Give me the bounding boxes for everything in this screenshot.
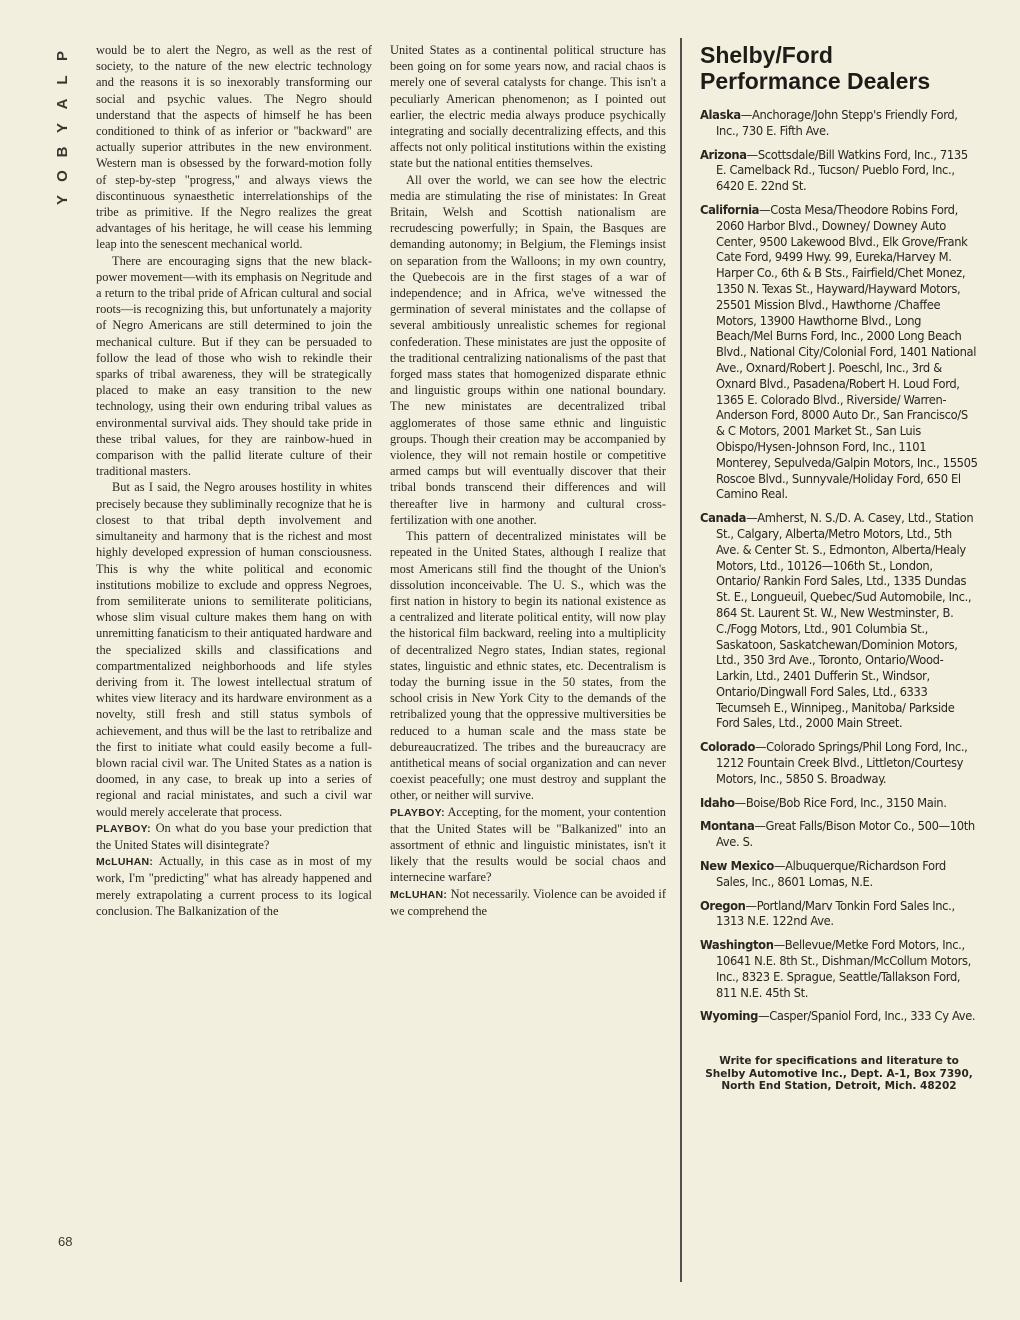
speaker-text: Actually, in this case as in most of my work, I'm "predicting" what has already happened and merely extrapolating a current process to its logical conclusion. The Balkanization of the	[96, 854, 373, 918]
article-column-1	[96, 42, 372, 919]
dealer-entry	[700, 740, 978, 787]
article-paragraph: This pattern of decentralized ministates will be repeated in the United States, although I realize that most Americans still find the thought of the Union's dissolution inconceivable. The U. S., which was the first nation in history to begin its national existence as a centralized and literate political entity, will now play the historical film backward, reeling into a multiplicity of decentralized Negro states, Indian states, regional states, linguistic and ethnic states, etc. Decentralism is today the burning issue in the 50 states, from the school crisis in New York City to the demands of the retribalized young that the oppressive multiversities be reduced to a human scale and the mass state be debureaucratized. The tribes and the bureaucracy are antithetical means of social organization and can never coexist peacefully; one must destroy and supplant the other, or neither will survive.	[390, 529, 666, 803]
dealer-entry	[700, 148, 978, 195]
dealer-details: —Bellevue/Metke Ford Motors, Inc., 10641 N.E. 8th St., Dishman/McCollum Motors, Inc., 8323 E. Sprague, Seattle/Tallakson Ford, 811 N.E. 45th St.	[716, 938, 971, 1001]
dealer-details: —Costa Mesa/Theodore Robins Ford, 2060 Harbor Blvd., Downey/ Downey Auto Center, 9500 Lakewood Blvd., Elk Grove/Frank Cate Ford, 9499 Hwy. 99, Eureka/Harvey M. Harper Co., 6th & B Sts., Fairfield/Chet Monez, 1350 N. Texas St., Hayward/Hayward Motors, 25501 Mission Blvd., Hawthorne /Chaffee Motors, 13900 Hawthorne Blvd., Long Beach/Mel Burns Ford, Inc., 2000 Long Beach Blvd., National City/Colonial Ford, 1401 National Ave., Oxnard/Robert J. Poeschl, Inc., 3rd & Oxnard Blvd., Pasadena/Robert H. Loud Ford, 1365 E. Colorado Blvd., Riverside/ Warren-Anderson Ford, 8000 Auto Dr., San Francisco/S & C Motors, 2001 Market St., San Luis Obispo/Hysen-Johnson Ford, Inc., 1101 Monterey, Sepulveda/Galpin Motors, Inc., 15505 Roscoe Blvd., Sunnyvale/Holiday Ford, 650 El Camino Real.	[716, 202, 978, 503]
dealer-advertisement	[680, 38, 978, 1282]
ad-title-line: Performance Dealers	[700, 68, 931, 94]
dealer-entry	[700, 203, 978, 503]
article-paragraph: United States as a continental political structure has been going on for some years now, and racial chaos is merely one of several catalysts for change. This isn't a peculiarly American phenomenon; as I pointed out earlier, the electric media always produce psychically integrating and socially decentralizing effects, and this affects not only political institutions within the existing state but the national entities themselves.	[390, 43, 666, 171]
dealer-details: —Amherst, N. S./D. A. Casey, Ltd., Station St., Calgary, Alberta/Metro Motors, Ltd., 5th Ave. & Center St. S., Edmonton, Alberta/Healy Motors, Ltd., 10126—106th St., London, Ontario/ Rankin Ford Sales, Ltd., 1335 Dundas St. E., Longueuil, Quebec/Sud Automobile, Inc., 864 St. Laurent St. W., New Westminster, B. C./Fogg Motors, Ltd., 901 Columbia St., Saskatoon, Saskatchewan/Dominion Motors, Ltd., 350 3rd Ave., Toronto, Ontario/Wood-Larkin, Ltd., 2401 Dufferin St., Windsor, Ontario/Dingwall Ford Sales, Ltd., 6333 Tecumseh E., Winnipeg., Manitoba/ Parkside Ford Sales, Ltd., 2000 Main Street.	[716, 511, 974, 732]
masthead-letter: Y	[54, 195, 71, 206]
ad-title	[700, 42, 978, 94]
masthead-letter: Y	[54, 123, 71, 134]
dealer-details: —Scottsdale/Bill Watkins Ford, Inc., 7135 E. Camelback Rd., Tucson/ Pueblo Ford, Inc., 6420 E. 22nd St.	[716, 147, 968, 195]
dealer-entry	[700, 819, 978, 851]
masthead-letter: P	[54, 51, 71, 62]
interview-answer	[390, 886, 666, 919]
dealer-details: —Portland/Marv Tonkin Ford Sales Inc., 1313 N.E. 122nd Ave.	[716, 898, 955, 930]
dealer-state: Colorado	[700, 740, 756, 756]
dealer-state: Alaska	[700, 108, 741, 123]
dealer-entry	[700, 1009, 978, 1025]
dealer-state: Idaho	[700, 795, 735, 811]
masthead-letter: B	[54, 146, 71, 158]
article-paragraph: There are encouraging signs that the new black-power movement—with its emphasis on Negritude and a return to the tribal pride of African cultural and social roots—is recognizing this, but unfortunately a majority of Negro Americans are still determined to join the mechanical culture. But if they can be persuaded to follow the lead of those who wish to rekindle their sparks of tribal awareness, they will be strategically placed to make an easy transition to the new technology, using their own enduring tribal values as environmental survival aids. They should take pride in these tribal values, for they are rainbow-hued in comparison with the pallid literate culture of their traditional masters.	[96, 253, 372, 479]
ad-footer: Write for specifications and literature to Shelby Automotive Inc., Dept. A-1, Box 7390, North End Station, Detroit, Mich. 48202	[705, 1055, 973, 1093]
dealer-entry	[700, 108, 978, 140]
dealer-state: Washington	[700, 938, 774, 954]
dealer-list	[692, 108, 978, 1025]
dealer-details: —Boise/Bob Rice Ford, Inc., 3150 Main.	[734, 795, 947, 811]
dealer-state: Oregon	[700, 898, 746, 914]
dealer-entry	[700, 796, 978, 812]
speaker-label: PLAYBOY:	[96, 822, 151, 835]
speaker-text: On what do you base your prediction that the United States will disintegrate?	[96, 820, 372, 852]
ad-title-line: Shelby/Ford	[700, 42, 833, 68]
article-paragraph: All over the world, we can see how the electric media are stimulating the rise of ministates: In Great Britain, Welsh and Scottish nationalism are recrudescing powerfully; in Spain, the Basques are demanding autonomy; in Belgium, the Flemings insist on separation from the Walloons; in my own country, the Quebecois are in the first stages of a war of independence; and in Africa, we've witnessed the germination of several ministates and the collapse of several ambitiously unrealistic schemes for regional confederation. These ministates are just the opposite of the traditional centralizing nationalisms of the past that forged mass states that homogenized disparate ethnic and linguistic groups within one national boundary. The new ministates are decentralized tribal agglomerates of those same ethnic and linguistic groups. Though their creation may be accompanied by violence, they will not remain hostile or competitive armed camps but will eventually discover that their tribal bonds transcend their differences and will thereafter live in harmony and cultural cross-fertilization with one another.	[390, 172, 666, 527]
dealer-state: California	[700, 202, 760, 218]
magazine-masthead	[52, 44, 74, 212]
dealer-entry	[700, 859, 978, 891]
interview-answer	[96, 853, 372, 919]
speaker-text: Not necessarily. Violence can be avoided if we comprehend the	[390, 886, 666, 918]
page-number: 68	[58, 1234, 73, 1249]
dealer-state: Wyoming	[700, 1009, 759, 1025]
interview-question	[96, 820, 372, 853]
dealer-details: —Colorado Springs/Phil Long Ford, Inc., 1212 Fountain Creek Blvd., Littleton/Courtesy Motors, Inc., 5850 S. Broadway.	[716, 740, 968, 787]
dealer-entry	[700, 899, 978, 931]
article-paragraph: would be to alert the Negro, as well as the rest of society, to the nature of the new electric technology and the reasons it is so inexorably transforming our social and psychic values. The Negro should understand that the aspects of himself he has been conditioned to think of as inferior or "backward" are actually superior attributes in the new environment. Western man is obsessed by the forward-motion folly of step-by-step "progress," and always views the discontinuous synaesthetic interrelationships of the tribe as primitive. If the Negro realizes the great advantages of his heritage, he will cease his lemming leap into the senescent mechanical world.	[96, 43, 372, 252]
speaker-text: Accepting, for the moment, your contention that the United States will be "Balkanized" into an assortment of ethnic and linguistic ministates, isn't it likely that the results would be social chaos and internecine warfare?	[390, 804, 666, 885]
masthead-letter: L	[54, 75, 71, 85]
dealer-details: —Casper/Spaniol Ford, Inc., 333 Cy Ave.	[758, 1009, 976, 1025]
dealer-entry	[700, 938, 978, 1001]
dealer-state: New Mexico	[700, 859, 774, 875]
interview-question	[390, 804, 666, 886]
dealer-details: —Anchorage/John Stepp's Friendly Ford, Inc., 730 E. Fifth Ave.	[716, 108, 958, 139]
speaker-label: McLUHAN:	[96, 856, 154, 869]
dealer-details: —Albuquerque/Richardson Ford Sales, Inc., 8601 Lomas, N.E.	[716, 859, 946, 890]
dealer-entry	[700, 511, 978, 732]
article-paragraph: But as I said, the Negro arouses hostility in whites precisely because they subliminally recognize that he is closest to that tribal depth involvement and simultaneity and harmony that is the richest and most highly developed expression of human consciousness. This is why the white political and economic institutions mobilize to exclude and oppress Negroes, from semiliterate unions to semiliterate politicians, whose slim visual culture makes them hang on with unremitting fanaticism to their antiquated hardware and the specialized skills and classifications and compartmentalized neighborhoods and life styles deriving from it. The lowest intellectual stratum of whites view literacy and its hardware environment as a novelty, still fresh and still status symbols of achievement, and thus will be the last to retribalize and the first to initiate what could easily become a full-blown racial civil war. The United States as a nation is doomed, in any case, to break up into a series of regional and racial ministates, and such a civil war would merely accelerate that process.	[96, 480, 372, 819]
dealer-state: Arizona	[700, 147, 747, 163]
dealer-state: Canada	[700, 511, 747, 527]
dealer-state: Montana	[700, 819, 755, 835]
article-column-2	[390, 42, 666, 919]
speaker-label: McLUHAN:	[390, 888, 448, 901]
masthead-letter: O	[54, 170, 71, 182]
dealer-details: —Great Falls/Bison Motor Co., 500—10th Ave. S.	[716, 819, 975, 851]
masthead-letter: A	[54, 98, 71, 110]
speaker-label: PLAYBOY:	[390, 806, 445, 819]
